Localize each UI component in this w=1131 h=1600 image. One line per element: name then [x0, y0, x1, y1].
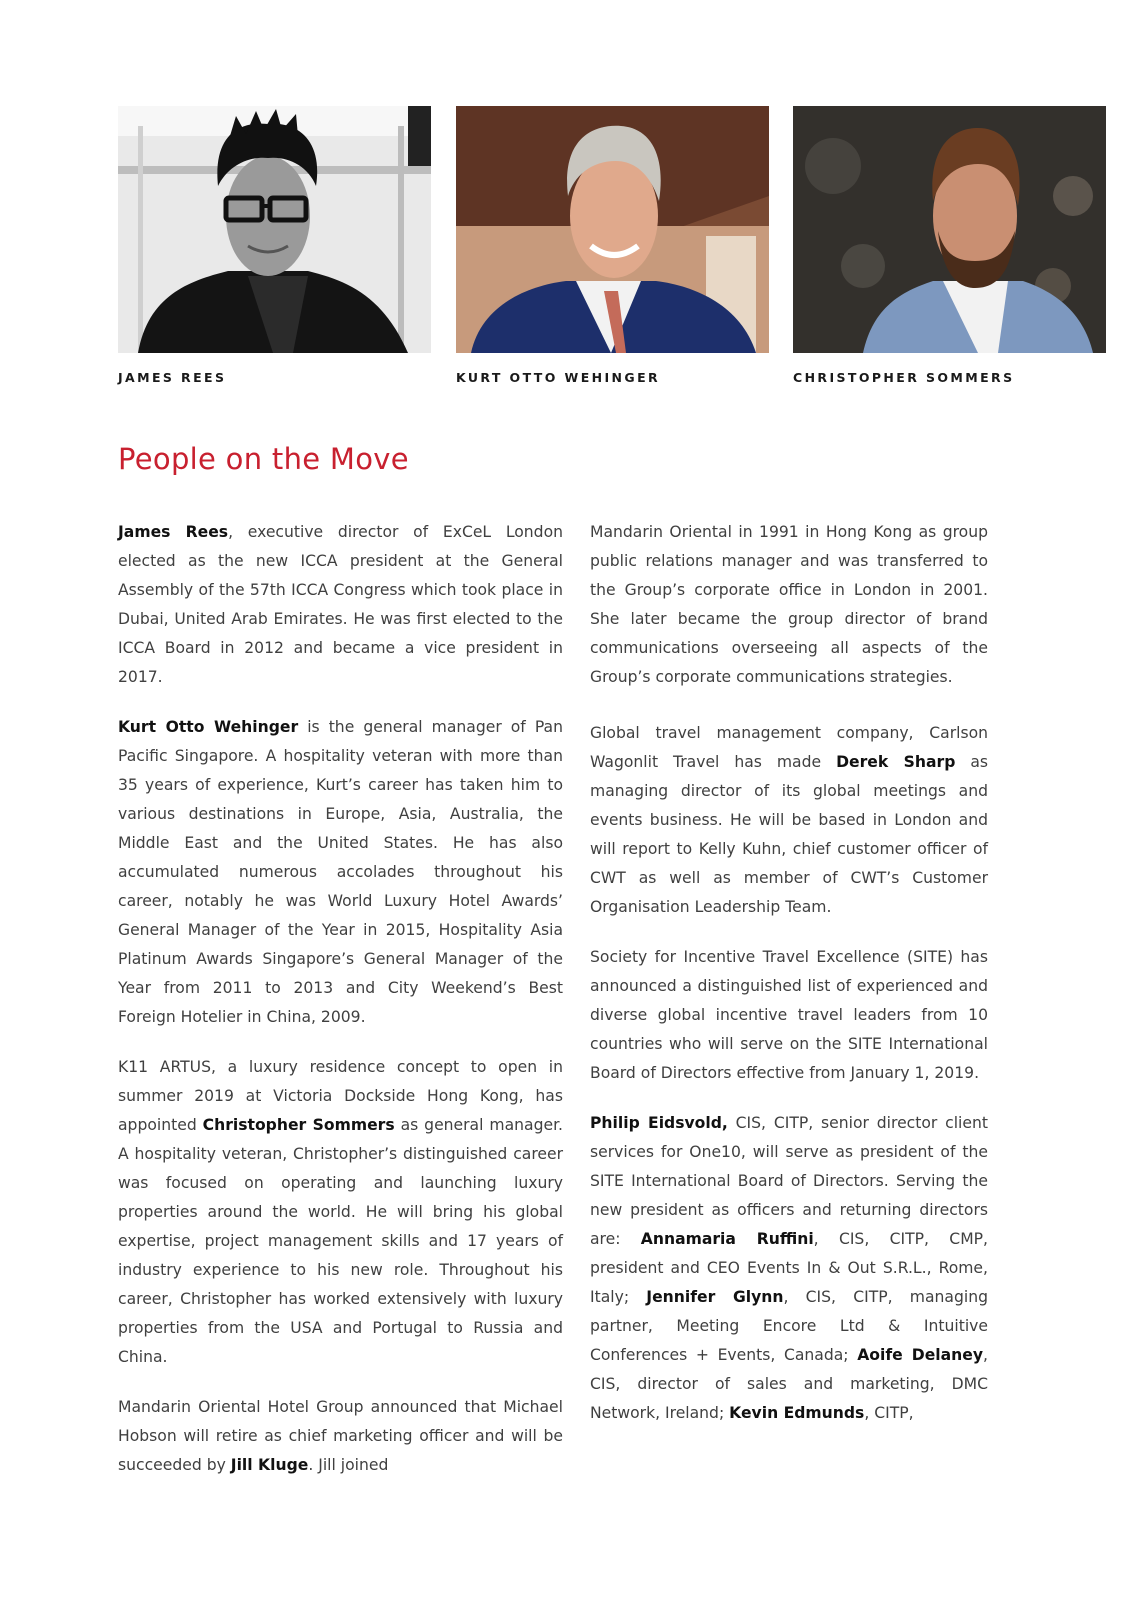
person-name: Jill Kluge — [230, 1456, 309, 1474]
paragraph-text: as managing director of its global meetings and events business. He will be based in London and will report to Kelly Kuhn, chief customer officer of CWT as well as member of CWT’s Customer Organisation Leadership Team. — [590, 753, 988, 916]
paragraph-site-board — [590, 943, 988, 1088]
paragraph-text: Mandarin Oriental Hotel Group announced that Michael Hobson will retire as chief marketing officer and will be succeeded by — [118, 1398, 563, 1474]
portrait-christopher-sommers — [793, 106, 1106, 353]
paragraph-derek-sharp — [590, 719, 988, 922]
paragraph-text: is the general manager of Pan Pacific Singapore. A hospitality veteran with more than 35 years of experience, Kurt’s career has taken him to various destinations in Europe, Asia, Australia, the Middle East and the United States. He has also accumulated numerous accolades throughout his career, notably he was World Luxury Hotel Awards’ General Manager of the Year in 2015, Hospitality Asia Platinum Awards Singapore’s General Manager of the Year from 2011 to 2013 and City Weekend’s Best Foreign Hotelier in China, 2009. — [118, 718, 563, 1026]
paragraph-text: . Jill joined — [308, 1456, 389, 1474]
person-name: Derek Sharp — [836, 753, 956, 771]
left-column — [118, 518, 563, 1501]
portrait-james-rees — [118, 106, 431, 353]
person-name: Aoife Delaney — [857, 1346, 984, 1364]
paragraph-philip-eidsvold — [590, 1109, 988, 1428]
paragraph-james-rees — [118, 518, 563, 692]
person-name: Christopher Sommers — [202, 1116, 395, 1134]
paragraph-text: CIS, CITP, senior director client services for One10, will serve as president of the SITE International Board of Directors. Serving the new president as officers and returning directors are: — [590, 1114, 988, 1248]
paragraph-text: , executive director of ExCeL London elected as the new ICCA president at the General Assembly of the 57th ICCA Congress which took place in Dubai, United Arab Emirates. He was first elected to the ICCA Board in 2012 and became a vice president in 2017. — [118, 523, 563, 686]
caption-kurt-otto-wehinger: KURT OTTO WEHINGER — [456, 370, 661, 385]
paragraph-text: Mandarin Oriental in 1991 in Hong Kong as group public relations manager and was transferred to the Group’s corporate office in London in 2001. She later became the group director of brand communications overseeing all aspects of the Group’s corporate communications strategies. — [590, 523, 988, 686]
photo-james-rees — [118, 106, 431, 353]
person-name: James Rees — [118, 523, 229, 541]
paragraph-text: Global travel management company, Carlson Wagonlit Travel has made — [590, 724, 988, 771]
paragraph-text: , CITP, — [864, 1404, 914, 1422]
person-name: Annamaria Ruffini — [640, 1230, 814, 1248]
paragraph-text: Society for Incentive Travel Excellence (SITE) has announced a distinguished list of experienced and diverse global incentive travel leaders from 10 countries who will serve on the SITE International Board of Directors effective from January 1, 2019. — [590, 948, 988, 1082]
paragraph-jill-kluge-continued — [590, 518, 988, 692]
paragraph-kurt-otto-wehinger — [118, 713, 563, 1032]
person-name: Philip Eidsvold, — [590, 1114, 728, 1132]
right-column — [590, 518, 988, 1449]
page-title: People on the Move — [118, 442, 409, 476]
paragraph-text: , CIS, director of sales and marketing, DMC Network, Ireland; — [590, 1346, 988, 1422]
caption-christopher-sommers: CHRISTOPHER SOMMERS — [793, 370, 1015, 385]
portrait-kurt-otto-wehinger — [456, 106, 769, 353]
paragraph-text: K11 ARTUS, a luxury residence concept to open in summer 2019 at Victoria Dockside Hong Kong, has appointed — [118, 1058, 563, 1134]
caption-james-rees: JAMES REES — [118, 370, 227, 385]
paragraph-text: , CIS, CITP, CMP, president and CEO Events In & Out S.R.L., Rome, Italy; — [590, 1230, 989, 1306]
paragraph-christopher-sommers — [118, 1053, 563, 1372]
paragraph-text: , CIS, CITP, managing partner, Meeting Encore Ltd & Intuitive Conferences + Events, Canada; — [590, 1288, 988, 1364]
person-name: Kevin Edmunds — [729, 1404, 865, 1422]
photo-kurt-otto-wehinger — [456, 106, 769, 353]
paragraph-jill-kluge — [118, 1393, 563, 1480]
person-name: Kurt Otto Wehinger — [118, 718, 299, 736]
person-name: Jennifer Glynn — [646, 1288, 784, 1306]
photo-christopher-sommers — [793, 106, 1106, 353]
paragraph-text: as general manager. A hospitality veteran, Christopher’s distinguished career was focused on operating and launching luxury properties around the world. He will bring his global expertise, project management skills and 17 years of industry experience to his new role. Throughout his career, Christopher has worked extensively with luxury properties from the USA and Portugal to Russia and China. — [118, 1116, 564, 1366]
